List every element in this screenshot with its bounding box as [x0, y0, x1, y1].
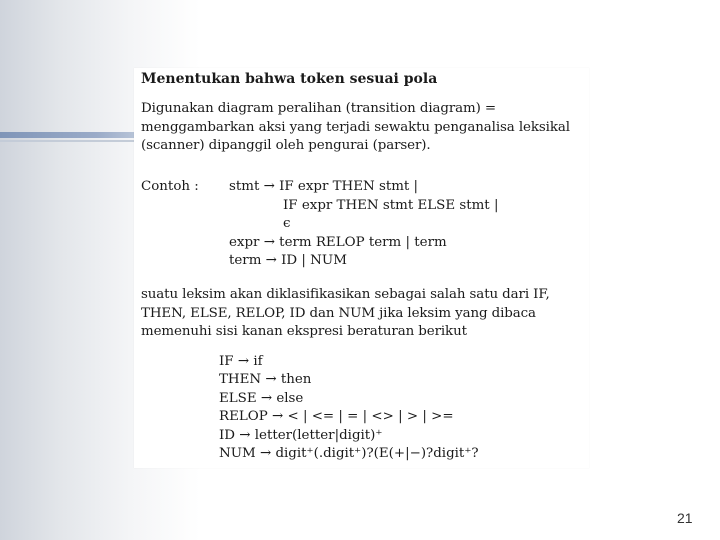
accent-line: [0, 140, 138, 142]
regex-rule: THEN → then: [219, 372, 312, 388]
grammar-line: expr → term RELOP term | term: [229, 234, 447, 250]
regex-rule: RELOP → < | <= | = | <> | > | >=: [219, 409, 454, 425]
regex-rule: ELSE → else: [219, 390, 304, 406]
document-heading: Menentukan bahwa token sesuai pola: [141, 71, 438, 87]
regex-rules-list: [219, 353, 479, 463]
regex-rule: ID → letter(letter|digit)⁺: [219, 427, 383, 443]
regex-rule: NUM → digit⁺(.digit⁺)?(E(+|−)?digit⁺?: [219, 445, 479, 461]
grammar-line: term → ID | NUM: [229, 253, 347, 269]
classification-paragraph: suatu leksim akan diklasifikasikan sebagai salah satu dari IF, THEN, ELSE, RELOP, ID dan NUM jika leksim yang dibaca memenuhi sisi kanan ekspresi beraturan berikut: [141, 287, 550, 339]
grammar-line: ϵ: [283, 216, 291, 232]
slide-number: 21: [677, 510, 693, 526]
intro-paragraph: Digunakan diagram peralihan (transition diagram) = menggambarkan aksi yang terjadi sewaktu penganalisa leksikal (scanner) dipanggil oleh pengurai (parser).: [141, 101, 570, 153]
accent-bar: [0, 132, 138, 138]
regex-rule: IF → if: [219, 354, 263, 369]
example-label: Contoh :: [141, 179, 199, 194]
document-image: [134, 68, 589, 468]
grammar-list: [229, 178, 498, 271]
grammar-line: stmt → IF expr THEN stmt |: [229, 179, 419, 194]
grammar-line: IF expr THEN stmt ELSE stmt |: [283, 197, 499, 213]
